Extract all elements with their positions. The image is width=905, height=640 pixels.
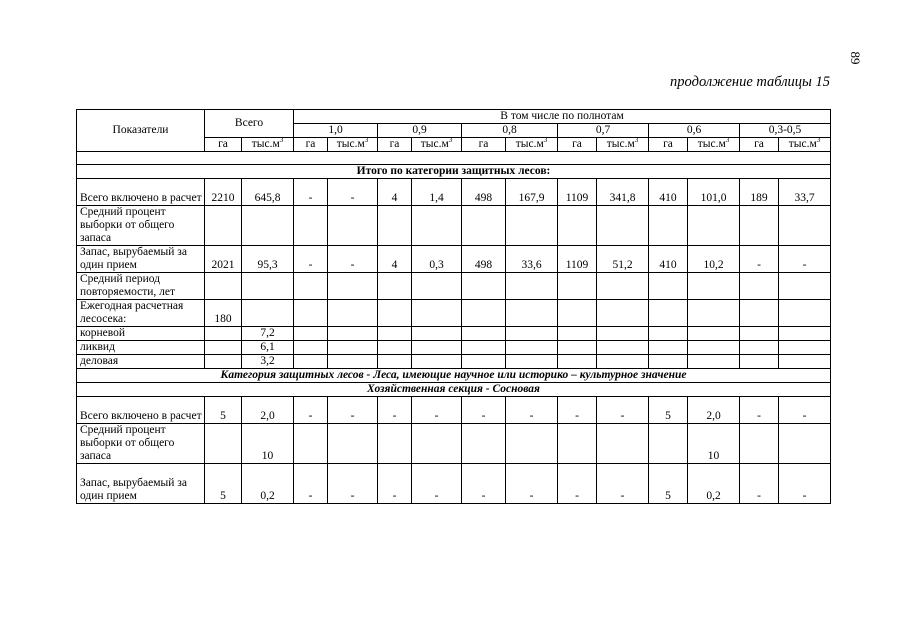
row-value: 1109 (558, 179, 597, 206)
row-value (779, 424, 831, 464)
row-value (328, 300, 378, 327)
row-value (649, 341, 688, 355)
row-value: 95,3 (242, 246, 294, 273)
row-value (462, 206, 506, 246)
header-density: 0,6 (649, 124, 740, 138)
row-value (597, 300, 649, 327)
row-value: - (328, 464, 378, 504)
row-value: - (294, 464, 328, 504)
row-value: - (740, 464, 779, 504)
row-value: 498 (462, 179, 506, 206)
row-value: - (740, 397, 779, 424)
row-value (205, 355, 242, 369)
row-value: 33,7 (779, 179, 831, 206)
row-label: Средний процент выборки от общего запаса (77, 206, 205, 246)
row-value (649, 327, 688, 341)
row-value (558, 206, 597, 246)
row-value (328, 206, 378, 246)
row-value (205, 424, 242, 464)
row-label: Запас, вырубаемый за один прием (77, 464, 205, 504)
row-value (205, 341, 242, 355)
row-value (597, 424, 649, 464)
row-value (688, 206, 740, 246)
row-value: 2,0 (242, 397, 294, 424)
row-value (462, 327, 506, 341)
row-value: - (328, 246, 378, 273)
row-value (378, 341, 412, 355)
row-value: 10 (688, 424, 740, 464)
row-value (294, 327, 328, 341)
table-row (77, 246, 831, 273)
row-value (205, 206, 242, 246)
row-value: 189 (740, 179, 779, 206)
unit-volume-exponent: 3 (279, 137, 284, 145)
row-value (506, 341, 558, 355)
row-value: - (462, 397, 506, 424)
row-value (558, 355, 597, 369)
row-value: - (328, 179, 378, 206)
row-value: - (558, 397, 597, 424)
row-value: 4 (378, 179, 412, 206)
row-value: 341,8 (597, 179, 649, 206)
row-value: - (294, 179, 328, 206)
row-value: - (779, 397, 831, 424)
row-value (740, 300, 779, 327)
header-unit-ha: га (205, 138, 242, 152)
forest-table (76, 109, 831, 504)
row-value: 33,6 (506, 246, 558, 273)
row-value (649, 273, 688, 300)
row-value: 101,0 (688, 179, 740, 206)
row-label: Средний процент выборки от общего запаса (77, 424, 205, 464)
row-value: 2021 (205, 246, 242, 273)
row-value: - (597, 397, 649, 424)
row-value (779, 300, 831, 327)
row-value: - (462, 464, 506, 504)
row-value (294, 355, 328, 369)
row-value (242, 300, 294, 327)
row-value (412, 273, 462, 300)
header-unit-volume (328, 138, 378, 152)
row-value: 5 (649, 464, 688, 504)
header-unit-ha: га (378, 138, 412, 152)
header-density: 0,7 (558, 124, 649, 138)
header-total: Всего (205, 110, 294, 138)
row-value (740, 424, 779, 464)
row-value (558, 341, 597, 355)
row-value (558, 273, 597, 300)
continuation-title: продолжение таблицы 15 (670, 74, 830, 90)
table-row (77, 206, 831, 246)
row-value (462, 355, 506, 369)
row-value: 167,9 (506, 179, 558, 206)
row-label: Запас, вырубаемый за один прием (77, 246, 205, 273)
header-density: 0,8 (462, 124, 558, 138)
blank-row (77, 152, 831, 165)
row-value (412, 341, 462, 355)
row-value: 180 (205, 300, 242, 327)
row-value (688, 341, 740, 355)
row-value (740, 355, 779, 369)
row-value: 5 (649, 397, 688, 424)
header-unit-ha: га (294, 138, 328, 152)
row-value (242, 206, 294, 246)
header-unit-volume (688, 138, 740, 152)
row-value: 5 (205, 397, 242, 424)
header-unit-volume (242, 138, 294, 152)
unit-volume-text: тыс.м (788, 138, 817, 150)
row-value (597, 206, 649, 246)
header-unit-volume (779, 138, 831, 152)
unit-volume-exponent: 3 (448, 137, 453, 145)
row-value: 410 (649, 179, 688, 206)
row-value (205, 273, 242, 300)
row-value: 4 (378, 246, 412, 273)
section-category-scientific: Категория защитных лесов - Леса, имеющие научное или историко – культурное значение (77, 369, 831, 383)
unit-volume-text: тыс.м (420, 138, 449, 150)
row-value: 3,2 (242, 355, 294, 369)
row-value (506, 273, 558, 300)
row-value (412, 300, 462, 327)
table-row (77, 273, 831, 300)
section-pine: Хозяйственная секция - Сосновая (77, 383, 831, 397)
header-unit-ha: га (558, 138, 597, 152)
row-value (779, 355, 831, 369)
row-label: Средний период повторяемости, лет (77, 273, 205, 300)
row-value: - (506, 464, 558, 504)
row-value: 0,3 (412, 246, 462, 273)
row-value (506, 206, 558, 246)
row-value (597, 273, 649, 300)
row-value: 10,2 (688, 246, 740, 273)
table-row (77, 300, 831, 327)
row-value (740, 327, 779, 341)
row-value: 2,0 (688, 397, 740, 424)
row-value (242, 273, 294, 300)
row-value: - (294, 397, 328, 424)
row-value (506, 327, 558, 341)
row-value (649, 424, 688, 464)
row-value: 10 (242, 424, 294, 464)
row-value (740, 273, 779, 300)
row-value: - (740, 246, 779, 273)
row-value (412, 424, 462, 464)
unit-volume-text: тыс.м (606, 138, 635, 150)
row-label: корневой (77, 327, 205, 341)
row-value: 1,4 (412, 179, 462, 206)
page-number: 89 (848, 51, 863, 65)
row-value: 7,2 (242, 327, 294, 341)
row-value: - (558, 464, 597, 504)
header-unit-ha: га (649, 138, 688, 152)
row-label: ликвид (77, 341, 205, 355)
row-value (649, 355, 688, 369)
table-row (77, 397, 831, 424)
row-value (649, 300, 688, 327)
row-value: - (779, 464, 831, 504)
row-value (688, 300, 740, 327)
row-value (740, 206, 779, 246)
row-value (558, 327, 597, 341)
row-value (294, 206, 328, 246)
row-value (294, 424, 328, 464)
row-value: - (412, 464, 462, 504)
row-value: - (412, 397, 462, 424)
unit-volume-exponent: 3 (364, 137, 369, 145)
row-value (779, 273, 831, 300)
row-value: 645,8 (242, 179, 294, 206)
row-value (740, 341, 779, 355)
row-value (328, 424, 378, 464)
unit-volume-text: тыс.м (251, 138, 280, 150)
row-value (462, 424, 506, 464)
row-value: 51,2 (597, 246, 649, 273)
row-value: - (506, 397, 558, 424)
header-unit-volume (412, 138, 462, 152)
row-value (412, 355, 462, 369)
row-value (688, 327, 740, 341)
header-density: 0,3-0,5 (740, 124, 831, 138)
row-value (378, 327, 412, 341)
unit-volume-text: тыс.м (515, 138, 544, 150)
row-value (649, 206, 688, 246)
row-value: 6,1 (242, 341, 294, 355)
row-label: Ежегодная расчетная лесосека: (77, 300, 205, 327)
header-unit-ha: га (462, 138, 506, 152)
row-value (378, 273, 412, 300)
row-value (294, 300, 328, 327)
unit-volume-exponent: 3 (725, 137, 730, 145)
row-value (378, 206, 412, 246)
row-value (412, 206, 462, 246)
row-value: 410 (649, 246, 688, 273)
row-value (558, 300, 597, 327)
row-value (597, 327, 649, 341)
table-row (77, 327, 831, 341)
header-unit-volume (506, 138, 558, 152)
row-value (205, 327, 242, 341)
row-value: - (378, 464, 412, 504)
row-value: 498 (462, 246, 506, 273)
row-value (328, 273, 378, 300)
table-row (77, 355, 831, 369)
unit-volume-exponent: 3 (816, 137, 821, 145)
row-value (328, 341, 378, 355)
unit-volume-exponent: 3 (543, 137, 548, 145)
row-value (506, 355, 558, 369)
row-value (779, 327, 831, 341)
row-value: - (328, 397, 378, 424)
table-row (77, 179, 831, 206)
row-value (506, 424, 558, 464)
section-total-protective: Итого по категории защитных лесов: (77, 165, 831, 179)
row-value (294, 273, 328, 300)
header-by-density: В том числе по полнотам (294, 110, 831, 124)
row-value (328, 327, 378, 341)
row-value: 2210 (205, 179, 242, 206)
header-density: 0,9 (378, 124, 462, 138)
row-value (597, 355, 649, 369)
row-value (378, 355, 412, 369)
row-value (597, 341, 649, 355)
row-value (688, 273, 740, 300)
row-value (688, 355, 740, 369)
row-value (558, 424, 597, 464)
row-value (412, 327, 462, 341)
row-label: деловая (77, 355, 205, 369)
row-value: - (597, 464, 649, 504)
row-value: 0,2 (242, 464, 294, 504)
row-value: 5 (205, 464, 242, 504)
unit-volume-text: тыс.м (697, 138, 726, 150)
row-value (378, 424, 412, 464)
table-row (77, 341, 831, 355)
unit-volume-text: тыс.м (336, 138, 365, 150)
row-value: 0,2 (688, 464, 740, 504)
row-label: Всего включено в расчет (77, 397, 205, 424)
row-value (779, 206, 831, 246)
header-unit-ha: га (740, 138, 779, 152)
row-value: 1109 (558, 246, 597, 273)
row-value: - (378, 397, 412, 424)
row-value (328, 355, 378, 369)
row-value (462, 273, 506, 300)
header-unit-volume (597, 138, 649, 152)
header-density: 1,0 (294, 124, 378, 138)
row-value (462, 341, 506, 355)
row-value (779, 341, 831, 355)
table-row (77, 464, 831, 504)
row-value (506, 300, 558, 327)
table-row (77, 424, 831, 464)
row-value (294, 341, 328, 355)
header-indicators: Показатели (77, 110, 205, 152)
unit-volume-exponent: 3 (634, 137, 639, 145)
row-value (378, 300, 412, 327)
row-value: - (779, 246, 831, 273)
row-value (462, 300, 506, 327)
row-label: Всего включено в расчет (77, 179, 205, 206)
row-value: - (294, 246, 328, 273)
